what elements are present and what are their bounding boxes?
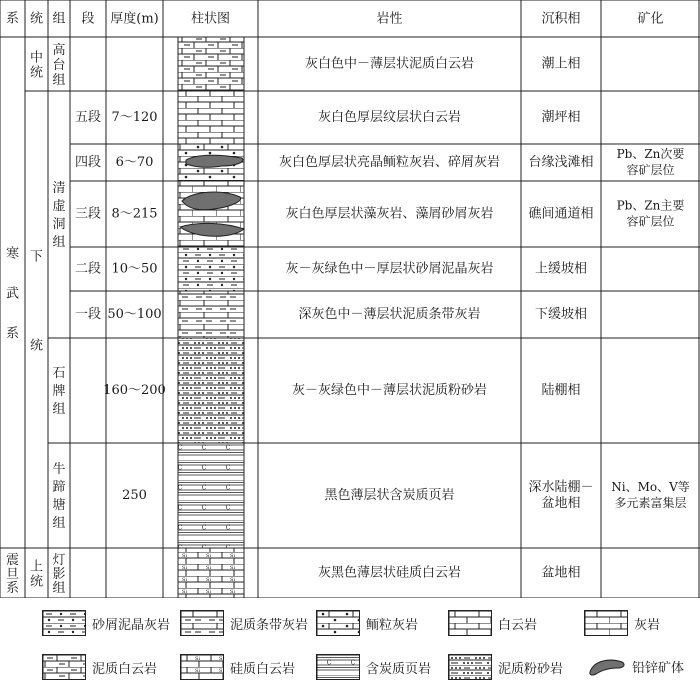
thickness-value: 7～120 [111,110,158,125]
legend-swatch-argillaceous-dolomite [42,654,86,680]
facies-label: 潮上相 [541,56,581,72]
lithology-description: 黑色薄层状含炭质页岩 [324,488,455,503]
legend-swatch-sandy-limestone [42,610,86,636]
thickness-value: 6～70 [115,155,154,170]
legend-item-oolitic-limestone [316,610,418,636]
lithology-column-mud-dolomite [178,37,244,91]
facies-label: 礁间通道相 [528,206,594,222]
header-4: 厚度(m) [110,11,159,27]
facies-label: 台缘浅滩相 [528,155,594,170]
legend-swatch-siltstone [448,654,492,680]
legend-item-dolomite [448,610,537,636]
table-text [6,11,690,597]
lithology-column-sandy-lime [178,247,244,291]
series-lower-2: 统 [29,338,44,354]
formation-gaotai: 高台组 [52,43,66,88]
member-label: 五段 [74,110,102,125]
legend-item-limestone [584,610,660,636]
member-label: 四段 [74,155,102,170]
lithology-description: 灰白色厚层状藻灰岩、藻屑砂屑灰岩 [285,206,494,222]
thickness-value: 50～100 [107,307,162,322]
formation-dengying: 灯影组 [52,553,66,596]
legend-swatch-oolitic-limestone [316,610,360,636]
legend-label: 鲕粒灰岩 [366,617,419,633]
series-middle: 中统 [29,50,44,81]
lithology-column [178,37,244,598]
lithology-description: 灰黑色薄层状硅质白云岩 [317,565,462,581]
thickness-value: 250 [122,488,147,503]
legend-label: 铅锌矿体 [632,660,685,676]
header-7: 沉积相 [541,11,581,27]
mineralization-label: Pb、Zn次要 [616,147,685,161]
legend-item-sandy-limestone [42,610,170,636]
lithology-description: 灰白色中－薄层状泥质白云岩 [304,56,475,72]
header-6: 岩性 [376,11,403,27]
legend-label: 泥质条带灰岩 [230,617,309,633]
legend-swatch-limestone [584,610,628,636]
header-0: 系 [5,11,20,27]
legend-item-siliceous-dolomite [180,654,295,680]
facies-label: 深水陆棚－ [528,480,594,495]
facies-label: 下缓坡相 [534,307,588,322]
thickness-value: 10～50 [111,261,158,277]
formation-shipai: 石牌组 [52,366,66,417]
mineralization-label: Ni、Mo、V等 [611,480,690,494]
lithology-description: 深灰色中－薄层状泥质条带灰岩 [298,307,481,322]
facies-label: 潮坪相 [541,110,581,125]
lithology-column-shale [178,443,244,548]
legend-item-banded-limestone [180,610,308,636]
formation-qingxudong: 清虚洞组 [52,181,66,250]
legend-label: 白云岩 [498,617,538,633]
mineralization-label: Pb、Zn主要 [616,198,685,213]
mineralization-label: 容矿层位 [626,214,675,229]
legend-swatch-siliceous-dolomite [180,654,224,680]
legend-swatch-dolomite [448,610,492,636]
lithology-column-banded [178,291,244,338]
member-label: 三段 [74,206,102,222]
formation-niutitang: 牛蹄塘组 [52,462,66,531]
lithology-description: 灰－灰绿色中－厚层状砂屑泥晶灰岩 [285,261,494,277]
header-5: 柱状图 [190,11,231,27]
mineralization-label: 多元素富集层 [614,496,687,510]
series-lower-1: 下 [29,249,44,265]
system-sinian: 震旦系 [5,553,20,596]
legend-item-siltstone [448,654,563,680]
legend-label: 砂屑泥晶灰岩 [92,617,171,633]
legend-item-carbonaceous-shale [316,654,431,680]
header-1: 统 [29,11,44,27]
legend-item-ore-body [584,654,684,678]
lithology-column-si-dolomite [178,548,244,598]
facies-label: 陆棚相 [541,383,581,398]
legend-label: 灰岩 [634,617,661,633]
legend-label: 硅质白云岩 [230,661,296,677]
legend-swatch-carbonaceous-shale [316,654,360,680]
legend-item-argillaceous-dolomite [42,654,157,680]
facies-label: 盆地相 [541,565,581,581]
header-2: 组 [52,11,66,27]
lithology-description: 灰白色厚层纹层状白云岩 [317,110,462,125]
thickness-value: 160～200 [103,383,166,398]
facies-label: 盆地相 [541,496,581,511]
legend-label: 泥质粉砂岩 [498,661,564,677]
lithology-description: 灰－灰绿色中－薄层状泥质粉砂岩 [291,383,488,398]
legend-label: 泥质白云岩 [92,661,158,677]
member-label: 一段 [74,307,102,322]
lithology-column-dolomite [178,91,244,144]
facies-label: 上缓坡相 [534,261,588,277]
mineralization-label: 容矿层位 [626,163,675,177]
thickness-value: 8～215 [111,206,158,222]
legend [0,598,700,690]
header-8: 矿化 [637,11,664,27]
legend-label: 含炭质页岩 [366,661,432,677]
series-upper: 上统 [29,559,44,590]
legend-swatch-ore-body [584,654,626,678]
lithology-description: 灰白色厚层状亮晶鲕粒灰岩、碎屑灰岩 [278,155,501,170]
lithology-column-siltstone [178,338,244,443]
legend-swatch-banded-limestone [180,610,224,636]
header-3: 段 [81,11,95,27]
member-label: 二段 [74,261,102,277]
lithology-column-limestone [178,181,244,247]
system-cambrian: 寒武系 [5,246,20,342]
